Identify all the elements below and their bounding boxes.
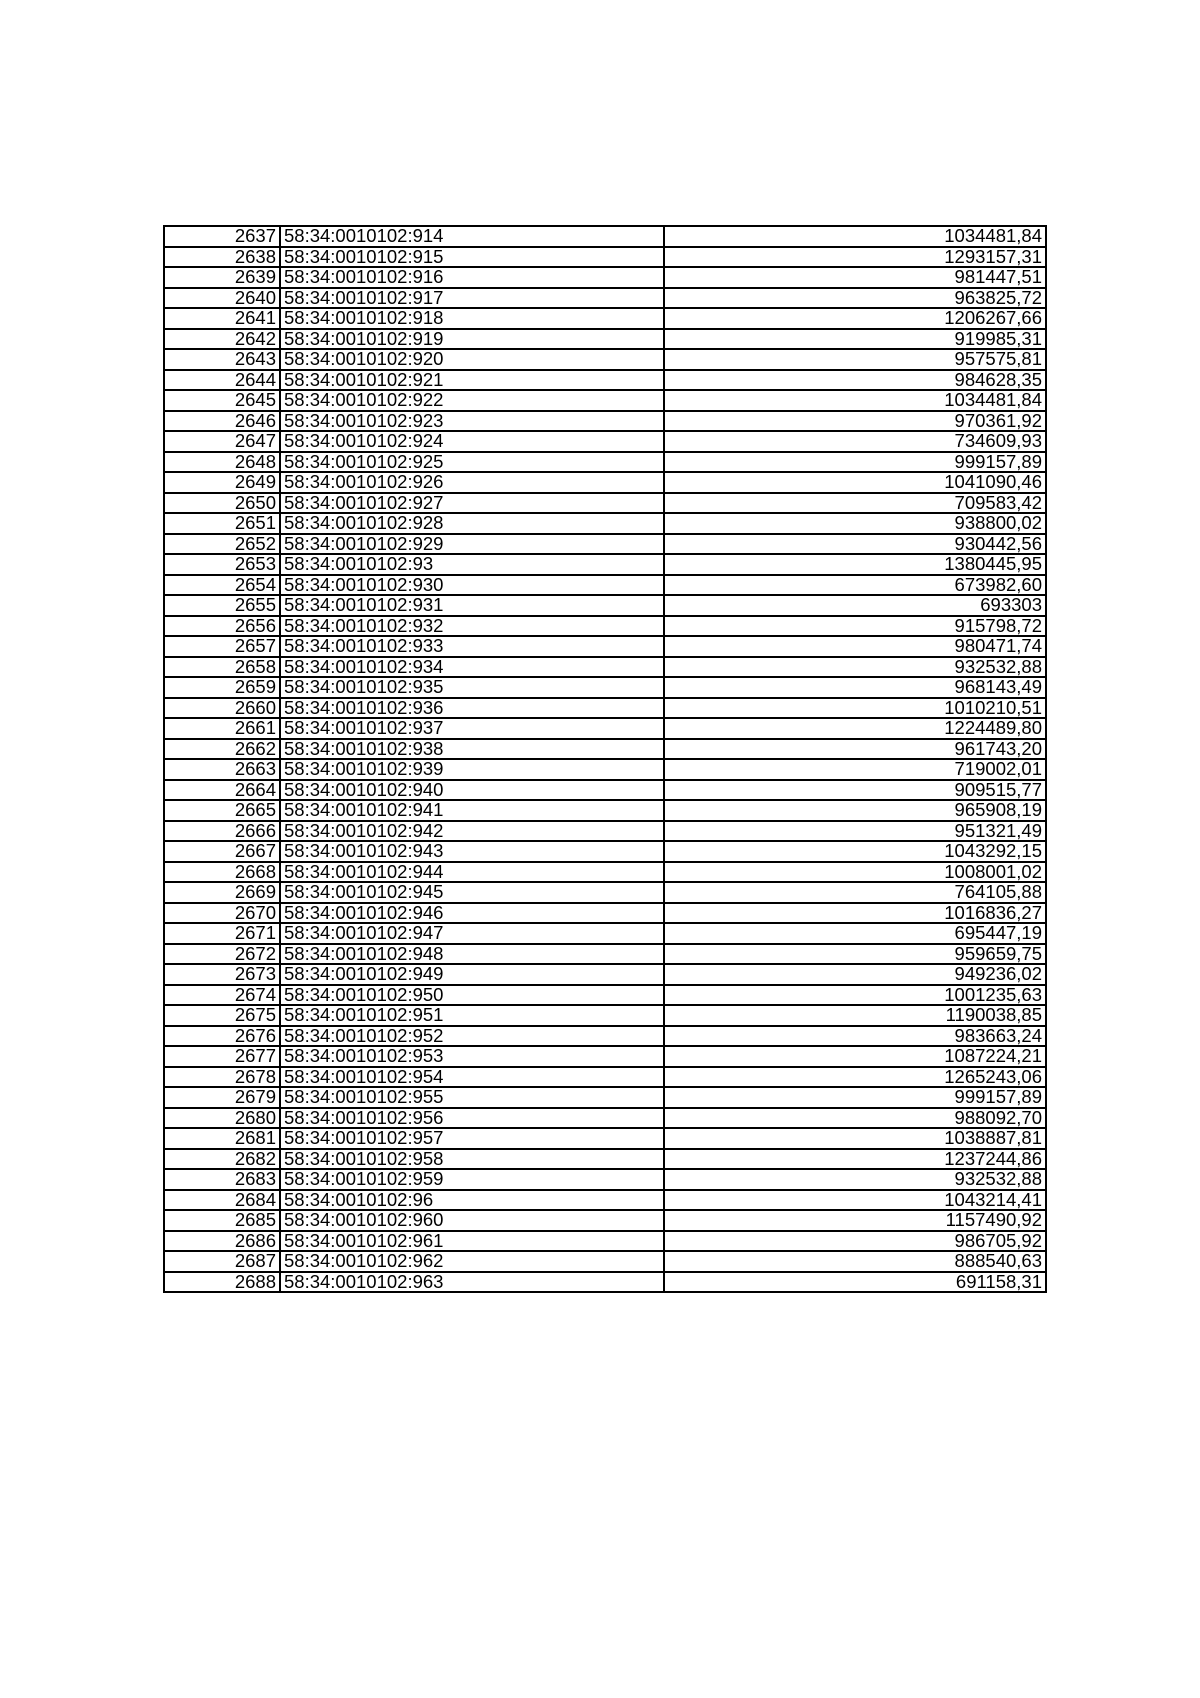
cadastral-number: 58:34:0010102:924: [280, 431, 664, 452]
cadastral-value: 1380445,95: [664, 554, 1046, 575]
table-row: [164, 1026, 1046, 1047]
row-number: 2671: [164, 923, 280, 944]
row-number: 2682: [164, 1149, 280, 1170]
cadastral-value: 980471,74: [664, 636, 1046, 657]
row-number: 2659: [164, 677, 280, 698]
cadastral-value: 961743,20: [664, 739, 1046, 760]
row-number: 2658: [164, 657, 280, 678]
table-row: [164, 349, 1046, 370]
table-row: [164, 370, 1046, 391]
cadastral-value: 1206267,66: [664, 308, 1046, 329]
cadastral-number: 58:34:0010102:946: [280, 903, 664, 924]
table-row: [164, 575, 1046, 596]
row-number: 2645: [164, 390, 280, 411]
cadastral-value: 963825,72: [664, 288, 1046, 309]
row-number: 2663: [164, 759, 280, 780]
cadastral-value: 1043292,15: [664, 841, 1046, 862]
table-row: [164, 821, 1046, 842]
row-number: 2643: [164, 349, 280, 370]
table-row: [164, 1210, 1046, 1231]
cadastral-value: 999157,89: [664, 452, 1046, 473]
table-row: [164, 247, 1046, 268]
cadastral-value: 1016836,27: [664, 903, 1046, 924]
cadastral-value: 915798,72: [664, 616, 1046, 637]
row-number: 2647: [164, 431, 280, 452]
table-row: [164, 1128, 1046, 1149]
table-row: [164, 390, 1046, 411]
cadastral-value: 673982,60: [664, 575, 1046, 596]
table-row: [164, 288, 1046, 309]
cadastral-number: 58:34:0010102:935: [280, 677, 664, 698]
table-row: [164, 595, 1046, 616]
cadastral-number: 58:34:0010102:945: [280, 882, 664, 903]
row-number: 2680: [164, 1108, 280, 1129]
cadastral-number: 58:34:0010102:950: [280, 985, 664, 1006]
cadastral-number: 58:34:0010102:937: [280, 718, 664, 739]
cadastral-number: 58:34:0010102:914: [280, 226, 664, 247]
row-number: 2681: [164, 1128, 280, 1149]
cadastral-number: 58:34:0010102:939: [280, 759, 664, 780]
cadastral-value: 719002,01: [664, 759, 1046, 780]
row-number: 2662: [164, 739, 280, 760]
cadastral-number: 58:34:0010102:942: [280, 821, 664, 842]
row-number: 2679: [164, 1087, 280, 1108]
cadastral-value: 1265243,06: [664, 1067, 1046, 1088]
cadastral-value: 949236,02: [664, 964, 1046, 985]
cadastral-number: 58:34:0010102:938: [280, 739, 664, 760]
table-row: [164, 923, 1046, 944]
table-row: [164, 554, 1046, 575]
cadastral-value: 1001235,63: [664, 985, 1046, 1006]
cadastral-number: 58:34:0010102:941: [280, 800, 664, 821]
cadastral-number: 58:34:0010102:952: [280, 1026, 664, 1047]
cadastral-value: 968143,49: [664, 677, 1046, 698]
cadastral-value: 1224489,80: [664, 718, 1046, 739]
cadastral-number: 58:34:0010102:932: [280, 616, 664, 637]
row-number: 2672: [164, 944, 280, 965]
table-row: [164, 1149, 1046, 1170]
table-row: [164, 411, 1046, 432]
table-row: [164, 1087, 1046, 1108]
table-row: [164, 1272, 1046, 1293]
row-number: 2686: [164, 1231, 280, 1252]
table-row: [164, 616, 1046, 637]
cadastral-number: 58:34:0010102:948: [280, 944, 664, 965]
table-row: [164, 226, 1046, 247]
table-row: [164, 964, 1046, 985]
row-number: 2656: [164, 616, 280, 637]
table-row: [164, 472, 1046, 493]
table-row: [164, 1169, 1046, 1190]
cadastral-value: 981447,51: [664, 267, 1046, 288]
cadastral-value: 1041090,46: [664, 472, 1046, 493]
cadastral-value: 888540,63: [664, 1251, 1046, 1272]
cadastral-number: 58:34:0010102:921: [280, 370, 664, 391]
cadastral-number: 58:34:0010102:940: [280, 780, 664, 801]
cadastral-value: 957575,81: [664, 349, 1046, 370]
table-row: [164, 1231, 1046, 1252]
cadastral-number: 58:34:0010102:922: [280, 390, 664, 411]
cadastral-number: 58:34:0010102:958: [280, 1149, 664, 1170]
cadastral-value: 1157490,92: [664, 1210, 1046, 1231]
row-number: 2683: [164, 1169, 280, 1190]
cadastral-number: 58:34:0010102:917: [280, 288, 664, 309]
cadastral-number: 58:34:0010102:936: [280, 698, 664, 719]
cadastral-number: 58:34:0010102:943: [280, 841, 664, 862]
cadastral-value: 951321,49: [664, 821, 1046, 842]
row-number: 2638: [164, 247, 280, 268]
table-row: [164, 985, 1046, 1006]
table-row: [164, 1046, 1046, 1067]
table-row: [164, 862, 1046, 883]
cadastral-number: 58:34:0010102:923: [280, 411, 664, 432]
table-row: [164, 739, 1046, 760]
row-number: 2670: [164, 903, 280, 924]
cadastral-number: 58:34:0010102:929: [280, 534, 664, 555]
table-row: [164, 329, 1046, 350]
row-number: 2644: [164, 370, 280, 391]
cadastral-number: 58:34:0010102:931: [280, 595, 664, 616]
table-row: [164, 677, 1046, 698]
cadastral-value: 1034481,84: [664, 226, 1046, 247]
row-number: 2678: [164, 1067, 280, 1088]
row-number: 2687: [164, 1251, 280, 1272]
cadastral-number: 58:34:0010102:915: [280, 247, 664, 268]
row-number: 2639: [164, 267, 280, 288]
cadastral-number: 58:34:0010102:928: [280, 513, 664, 534]
cadastral-value: 983663,24: [664, 1026, 1046, 1047]
table-body: [164, 226, 1046, 1292]
cadastral-value: 1043214,41: [664, 1190, 1046, 1211]
table-row: [164, 1005, 1046, 1026]
row-number: 2655: [164, 595, 280, 616]
cadastral-number: 58:34:0010102:947: [280, 923, 664, 944]
cadastral-value: 1010210,51: [664, 698, 1046, 719]
cadastral-value: 965908,19: [664, 800, 1046, 821]
cadastral-number: 58:34:0010102:960: [280, 1210, 664, 1231]
cadastral-value: 709583,42: [664, 493, 1046, 514]
table-row: [164, 431, 1046, 452]
cadastral-number: 58:34:0010102:927: [280, 493, 664, 514]
row-number: 2661: [164, 718, 280, 739]
row-number: 2646: [164, 411, 280, 432]
table-row: [164, 718, 1046, 739]
cadastral-number: 58:34:0010102:916: [280, 267, 664, 288]
table-row: [164, 759, 1046, 780]
table-row: [164, 1067, 1046, 1088]
cadastral-value: 932532,88: [664, 1169, 1046, 1190]
cadastral-value: 1034481,84: [664, 390, 1046, 411]
table-row: [164, 493, 1046, 514]
cadastral-number: 58:34:0010102:953: [280, 1046, 664, 1067]
cadastral-number: 58:34:0010102:957: [280, 1128, 664, 1149]
cadastral-number: 58:34:0010102:951: [280, 1005, 664, 1026]
row-number: 2666: [164, 821, 280, 842]
cadastral-number: 58:34:0010102:930: [280, 575, 664, 596]
table-row: [164, 841, 1046, 862]
cadastral-value: 764105,88: [664, 882, 1046, 903]
row-number: 2669: [164, 882, 280, 903]
table-row: [164, 513, 1046, 534]
cadastral-number: 58:34:0010102:934: [280, 657, 664, 678]
cadastral-number: 58:34:0010102:925: [280, 452, 664, 473]
table-row: [164, 882, 1046, 903]
row-number: 2673: [164, 964, 280, 985]
table-row: [164, 903, 1046, 924]
cadastral-number: 58:34:0010102:956: [280, 1108, 664, 1129]
cadastral-number: 58:34:0010102:949: [280, 964, 664, 985]
table-row: [164, 800, 1046, 821]
cadastral-number: 58:34:0010102:918: [280, 308, 664, 329]
cadastral-value: 1087224,21: [664, 1046, 1046, 1067]
cadastral-number: 58:34:0010102:963: [280, 1272, 664, 1293]
cadastral-number: 58:34:0010102:944: [280, 862, 664, 883]
cadastral-value: 1038887,81: [664, 1128, 1046, 1149]
row-number: 2676: [164, 1026, 280, 1047]
cadastral-number: 58:34:0010102:962: [280, 1251, 664, 1272]
cadastral-number: 58:34:0010102:96: [280, 1190, 664, 1211]
table-row: [164, 534, 1046, 555]
cadastral-value: 909515,77: [664, 780, 1046, 801]
cadastral-value: 932532,88: [664, 657, 1046, 678]
row-number: 2653: [164, 554, 280, 575]
row-number: 2685: [164, 1210, 280, 1231]
cadastral-value: 999157,89: [664, 1087, 1046, 1108]
row-number: 2642: [164, 329, 280, 350]
table-row: [164, 698, 1046, 719]
table-row: [164, 657, 1046, 678]
cadastral-value: 986705,92: [664, 1231, 1046, 1252]
table-row: [164, 780, 1046, 801]
row-number: 2641: [164, 308, 280, 329]
row-number: 2660: [164, 698, 280, 719]
table-row: [164, 1251, 1046, 1272]
table-row: [164, 1108, 1046, 1129]
row-number: 2667: [164, 841, 280, 862]
cadastral-value: 734609,93: [664, 431, 1046, 452]
table-row: [164, 267, 1046, 288]
cadastral-number: 58:34:0010102:926: [280, 472, 664, 493]
row-number: 2637: [164, 226, 280, 247]
cadastral-value: 1293157,31: [664, 247, 1046, 268]
cadastral-value: 693303: [664, 595, 1046, 616]
row-number: 2665: [164, 800, 280, 821]
row-number: 2674: [164, 985, 280, 1006]
cadastral-number: 58:34:0010102:955: [280, 1087, 664, 1108]
row-number: 2649: [164, 472, 280, 493]
cadastral-number: 58:34:0010102:961: [280, 1231, 664, 1252]
table-row: [164, 452, 1046, 473]
row-number: 2675: [164, 1005, 280, 1026]
cadastral-value: 695447,19: [664, 923, 1046, 944]
cadastral-value: 1237244,86: [664, 1149, 1046, 1170]
cadastral-value: 930442,56: [664, 534, 1046, 555]
cadastral-value: 984628,35: [664, 370, 1046, 391]
table-row: [164, 636, 1046, 657]
cadastral-value: 938800,02: [664, 513, 1046, 534]
cadastral-value: 1008001,02: [664, 862, 1046, 883]
row-number: 2654: [164, 575, 280, 596]
row-number: 2652: [164, 534, 280, 555]
row-number: 2648: [164, 452, 280, 473]
cadastral-number: 58:34:0010102:954: [280, 1067, 664, 1088]
row-number: 2677: [164, 1046, 280, 1067]
cadastral-value: 959659,75: [664, 944, 1046, 965]
cadastral-value: 919985,31: [664, 329, 1046, 350]
cadastral-value-table: [163, 225, 1047, 1293]
cadastral-number: 58:34:0010102:93: [280, 554, 664, 575]
cadastral-number: 58:34:0010102:919: [280, 329, 664, 350]
cadastral-value: 970361,92: [664, 411, 1046, 432]
table-row: [164, 944, 1046, 965]
cadastral-number: 58:34:0010102:959: [280, 1169, 664, 1190]
cadastral-value: 988092,70: [664, 1108, 1046, 1129]
row-number: 2640: [164, 288, 280, 309]
cadastral-number: 58:34:0010102:933: [280, 636, 664, 657]
table-row: [164, 308, 1046, 329]
row-number: 2651: [164, 513, 280, 534]
row-number: 2668: [164, 862, 280, 883]
row-number: 2664: [164, 780, 280, 801]
row-number: 2684: [164, 1190, 280, 1211]
cadastral-value: 1190038,85: [664, 1005, 1046, 1026]
cadastral-value: 691158,31: [664, 1272, 1046, 1293]
row-number: 2688: [164, 1272, 280, 1293]
table-row: [164, 1190, 1046, 1211]
cadastral-number: 58:34:0010102:920: [280, 349, 664, 370]
row-number: 2657: [164, 636, 280, 657]
row-number: 2650: [164, 493, 280, 514]
